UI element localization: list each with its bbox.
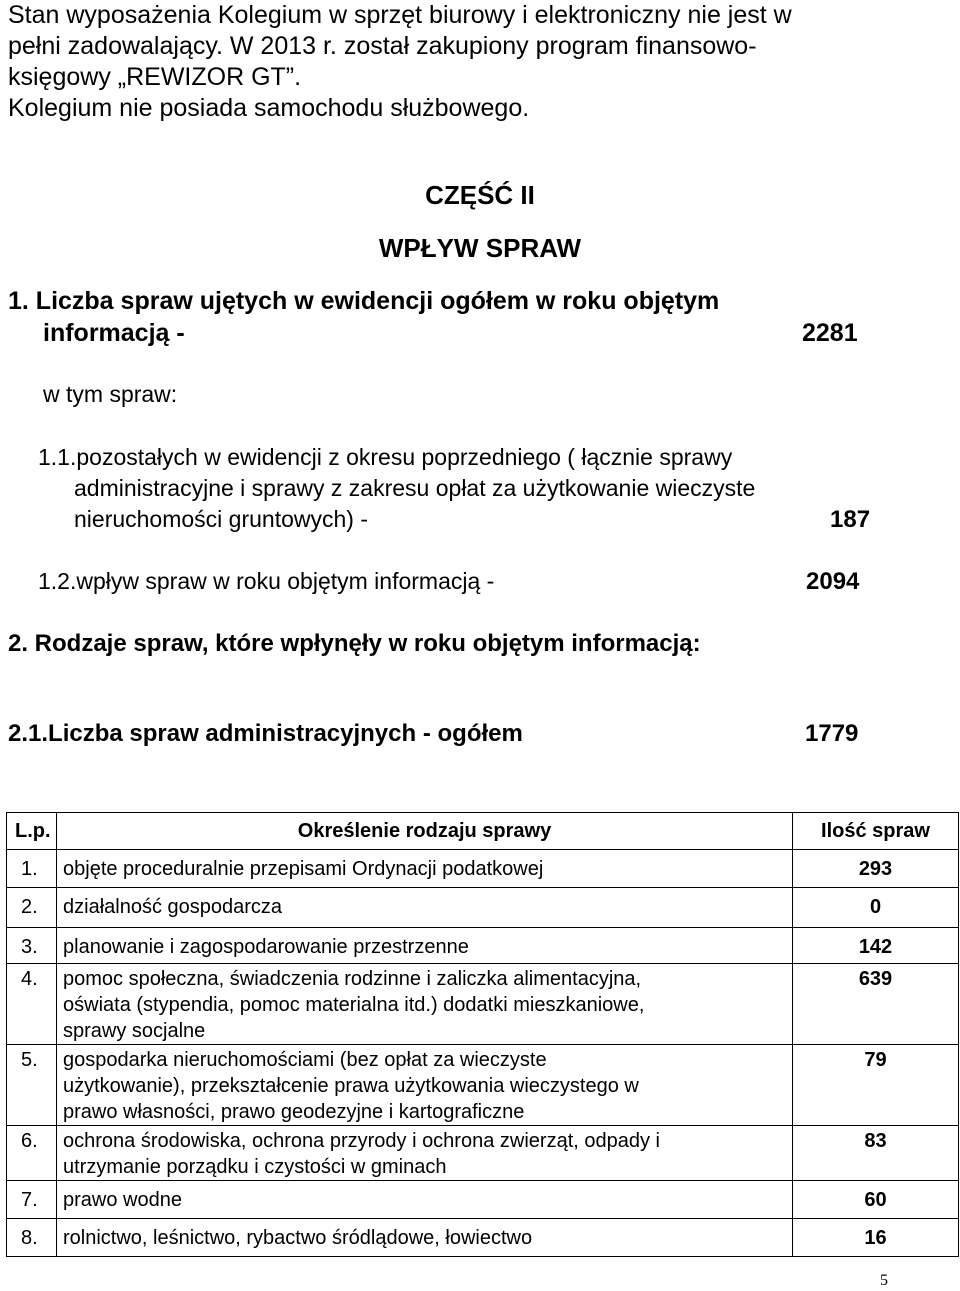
row-quantity: 83 [793, 1126, 959, 1181]
row-description-line: działalność gospodarcza [63, 896, 283, 918]
section-1-1-line-3: nieruchomości gruntowych) - [74, 506, 369, 532]
table-row [7, 1045, 959, 1126]
row-description-line: sprawy socjalne [63, 1020, 206, 1042]
section-1-value: 2281 [802, 319, 858, 347]
row-description-line: objęte proceduralnie przepisami Ordynacji podatkowej [63, 858, 544, 880]
row-description-line: ochrona środowiska, ochrona przyrody i ochrona zwierząt, odpady i [63, 1130, 660, 1152]
row-quantity: 142 [793, 928, 959, 964]
intro-line-3: księgowy „REWIZOR GT”. [8, 63, 302, 91]
row-description [57, 928, 793, 964]
row-description [57, 1181, 793, 1219]
row-description-line: użytkowanie), przekształcenie prawa użytkowania wieczystego w [63, 1075, 639, 1097]
section-2-title: 2. Rodzaje spraw, które wpłynęły w roku objętym informacją: [8, 630, 701, 657]
table-row [7, 1126, 959, 1181]
row-description-line: prawo wodne [63, 1189, 182, 1211]
row-description-line: oświata (stypendia, pomoc materialna itd.) dodatki mieszkaniowe, [63, 994, 645, 1016]
part-subtitle: WPŁYW SPRAW [378, 233, 582, 263]
row-quantity: 79 [793, 1045, 959, 1126]
intro-line-2: pełni zadowalający. W 2013 r. został zakupiony program finansowo- [8, 32, 757, 60]
table-row [7, 1181, 959, 1219]
row-lp: 4. [7, 964, 57, 1045]
table-header-row [7, 813, 959, 850]
section-1-1-value: 187 [830, 506, 871, 533]
table-row [7, 888, 959, 928]
row-description-line: prawo własności, prawo geodezyjne i kartograficzne [63, 1101, 525, 1123]
row-description-line: gospodarka nieruchomościami (bez opłat za wieczyste [63, 1049, 547, 1071]
section-1-1-line-2: administracyjne i sprawy z zakresu opłat za użytkowanie wieczyste [74, 475, 756, 501]
part-title: CZĘŚĆ II [425, 180, 535, 210]
row-description-line: planowanie i zagospodarowanie przestrzenne [63, 936, 469, 958]
row-description [57, 850, 793, 888]
row-lp: 2. [7, 888, 57, 928]
table-row [7, 850, 959, 888]
section-1-2-value: 2094 [806, 568, 860, 595]
header-quantity: Ilość spraw [793, 813, 959, 850]
header-lp: L.p. [7, 813, 57, 850]
table-row [7, 928, 959, 964]
row-lp: 7. [7, 1181, 57, 1219]
row-description [57, 1219, 793, 1257]
row-description-line: rolnictwo, leśnictwo, rybactwo śródlądowe, łowiectwo [63, 1227, 533, 1249]
section-1-label-line-2: informacją - [43, 319, 185, 347]
intro-line-1: Stan wyposażenia Kolegium w sprzęt biurowy i elektroniczny nie jest w [8, 1, 792, 29]
row-description [57, 888, 793, 928]
intro-line-4: Kolegium nie posiada samochodu służbowego. [8, 94, 530, 122]
section-2-1-value: 1779 [805, 720, 859, 747]
page-number: 5 [880, 1272, 888, 1289]
section-1-subheading: w tym spraw: [43, 381, 178, 407]
section-2-1-label: 2.1.Liczba spraw administracyjnych - ogółem [8, 720, 523, 747]
row-lp: 8. [7, 1219, 57, 1257]
table-row [7, 964, 959, 1045]
section-1-2-label: 1.2.wpływ spraw w roku objętym informacją - [38, 568, 495, 594]
case-types-table [6, 812, 959, 1257]
row-description [57, 964, 793, 1045]
row-quantity: 293 [793, 850, 959, 888]
row-description [57, 1045, 793, 1126]
row-quantity: 639 [793, 964, 959, 1045]
section-1-label-line-1: 1. Liczba spraw ujętych w ewidencji ogółem w roku objętym [8, 287, 720, 315]
row-quantity: 60 [793, 1181, 959, 1219]
section-1-1-line-1: 1.1.pozostałych w ewidencji z okresu poprzedniego ( łącznie sprawy [38, 444, 733, 470]
table-row [7, 1219, 959, 1257]
row-description [57, 1126, 793, 1181]
row-quantity: 16 [793, 1219, 959, 1257]
row-lp: 5. [7, 1045, 57, 1126]
row-quantity: 0 [793, 888, 959, 928]
row-lp: 3. [7, 928, 57, 964]
header-description: Określenie rodzaju sprawy [57, 813, 793, 850]
row-description-line: utrzymanie porządku i czystości w gminach [63, 1156, 447, 1178]
row-description-line: pomoc społeczna, świadczenia rodzinne i zaliczka alimentacyjna, [63, 968, 642, 990]
row-lp: 1. [7, 850, 57, 888]
row-lp: 6. [7, 1126, 57, 1181]
